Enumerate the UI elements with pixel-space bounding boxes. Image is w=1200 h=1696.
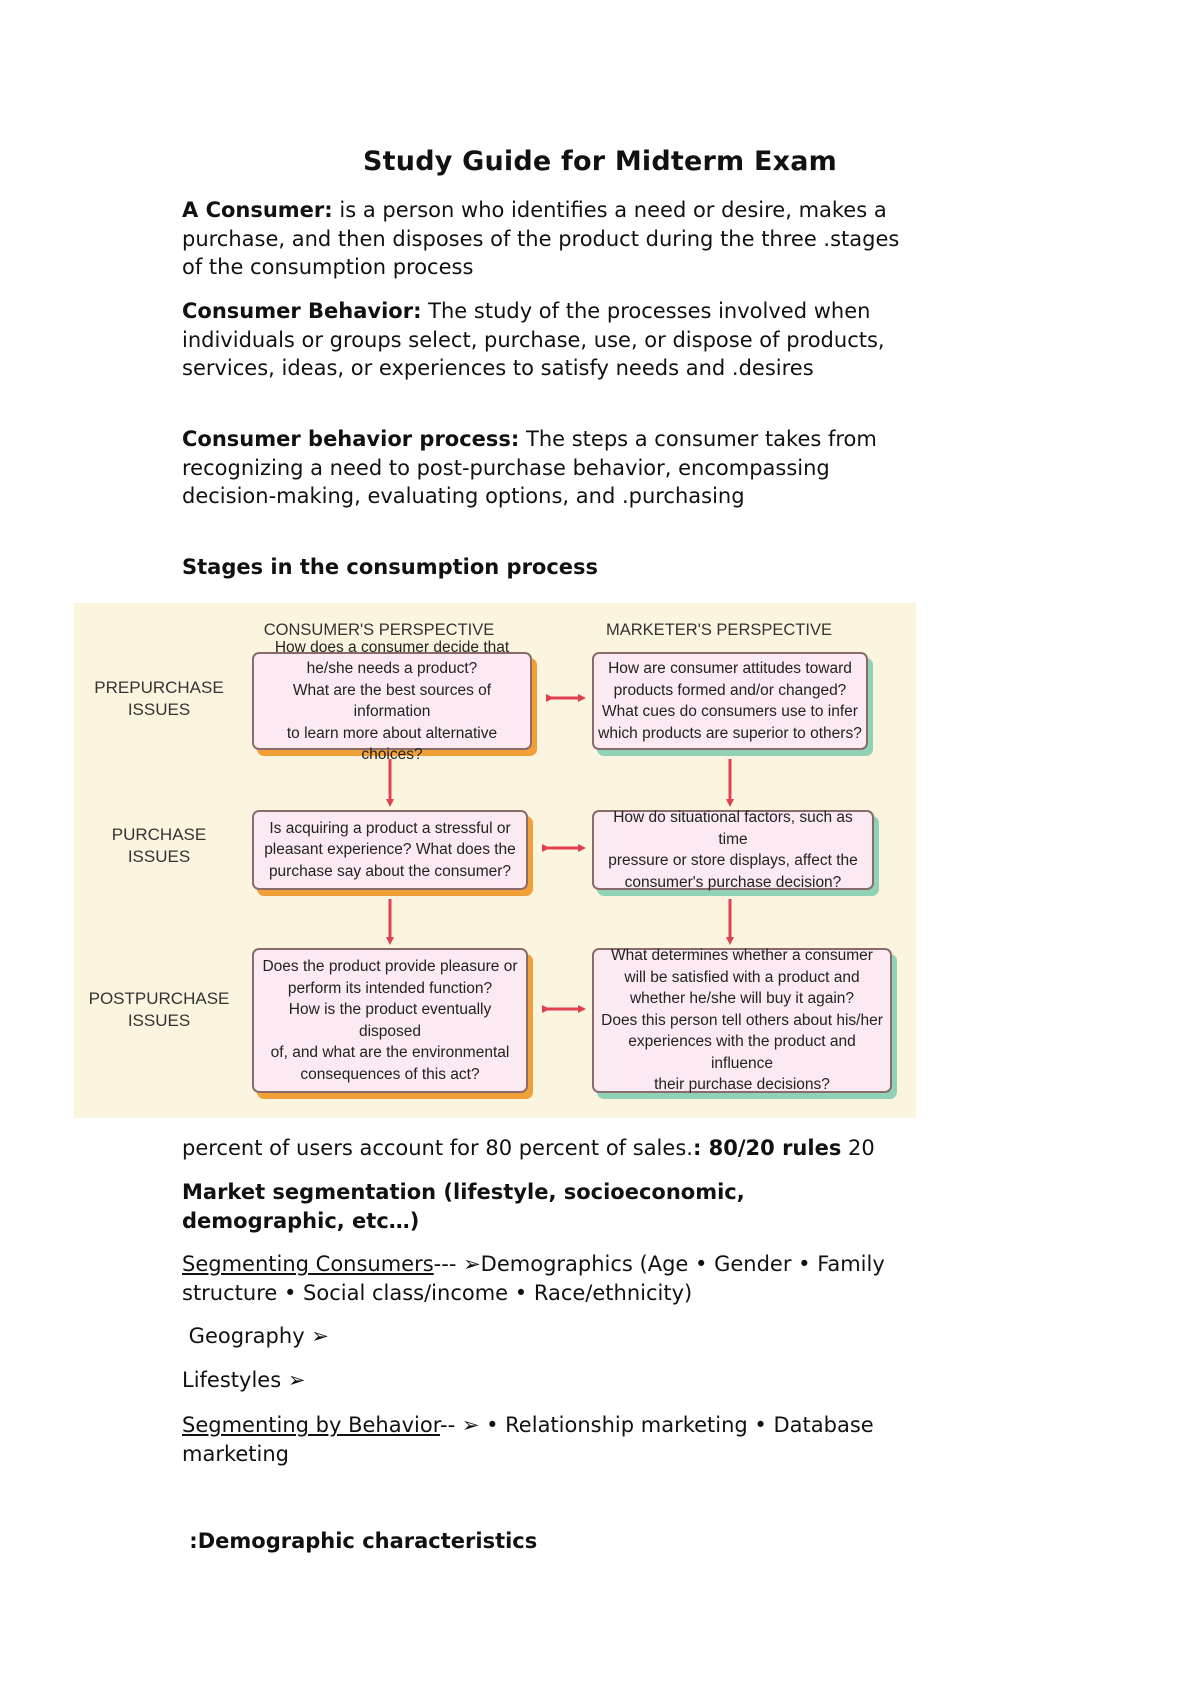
segmentation-heading: Market segmentation (lifestyle, socioeconomic, demographic, etc…): [182, 1180, 745, 1233]
consumer-behavior-process-definition: [182, 425, 922, 511]
consumer-behavior-process-term: Consumer behavior process:: [182, 427, 520, 451]
page-title: Study Guide for Midterm Exam: [363, 146, 837, 177]
consumer-text: is a person who identifies a need or desire, makes a purchase, and then disposes of the product during the three .stages of the consumption process: [182, 198, 900, 279]
prepurchase-marketer-box: How are consumer attitudes toward products formed and/or changed? What cues do consumers use to infer which products are superior to others?: [592, 652, 868, 750]
prepurchase-consumer-box: How does a consumer decide that he/she needs a product? What are the best sources of information to learn more about alternative choices?: [252, 652, 532, 750]
marketer-perspective-heading: MARKETER'S PERSPECTIVE: [606, 621, 832, 639]
demographic-heading: :Demographic characteristics: [182, 1529, 538, 1553]
stages-heading: Stages in the consumption process: [182, 555, 599, 579]
segmenting-consumers-link: Segmenting Consumers: [182, 1252, 434, 1276]
purchase-consumer-box: Is acquiring a product a stressful or pleasant experience? What does the purchase say about the consumer?: [252, 810, 528, 890]
consumer-behavior-term: Consumer Behavior:: [182, 299, 422, 323]
rule-line: percent of users account for 80 percent of sales.: 80/20 rules 20: [182, 1136, 875, 1160]
segmenting-behavior-link: Segmenting by Behavior: [182, 1413, 440, 1437]
consumer-behavior-definition: [182, 297, 922, 383]
segmenting-behavior: Segmenting by Behavior-- ➢ • Relationship marketing • Database marketing: [182, 1413, 874, 1466]
lifestyles-item: Lifestyles ➢: [182, 1368, 306, 1392]
postpurchase-marketer-box: What determines whether a consumer will be satisfied with a product and whether he/she will buy it again? Does this person tell others about his/her experiences with the product and influence their purchase decisions?: [592, 948, 892, 1093]
consumption-process-diagram: [74, 603, 916, 1118]
consumer-behavior-text: The study of the processes involved when individuals or groups select, purchase, use, or dispose of products, services, ideas, or experiences to satisfy needs and .desires: [182, 299, 885, 380]
geography-item: Geography ➢: [182, 1324, 329, 1348]
consumer-definition: [182, 196, 922, 282]
purchase-marketer-box: How do situational factors, such as time pressure or store displays, affect the consumer's purchase decision?: [592, 810, 874, 890]
consumer-behavior-process-text: The steps a consumer takes from recognizing a need to post-purchase behavior, encompassing decision-making, evaluating options, and .purchasing: [182, 427, 877, 508]
purchase-label: PURCHASE ISSUES: [111, 825, 207, 866]
postpurchase-consumer-box: Does the product provide pleasure or perform its intended function? How is the product eventually disposed of, and what are the environmental consequences of this act?: [252, 948, 528, 1093]
segmenting-consumers: Segmenting Consumers--- ➢Demographics (Age • Gender • Family structure • Social class/income • Race/ethnicity): [182, 1252, 885, 1305]
consumer-term: A Consumer:: [182, 198, 333, 222]
consumer-perspective-heading: CONSUMER'S PERSPECTIVE: [263, 621, 495, 639]
postpurchase-label: POSTPURCHASE ISSUES: [88, 989, 230, 1030]
diagram-arrows: [74, 603, 916, 1118]
prepurchase-label: PREPURCHASE ISSUES: [94, 678, 224, 719]
